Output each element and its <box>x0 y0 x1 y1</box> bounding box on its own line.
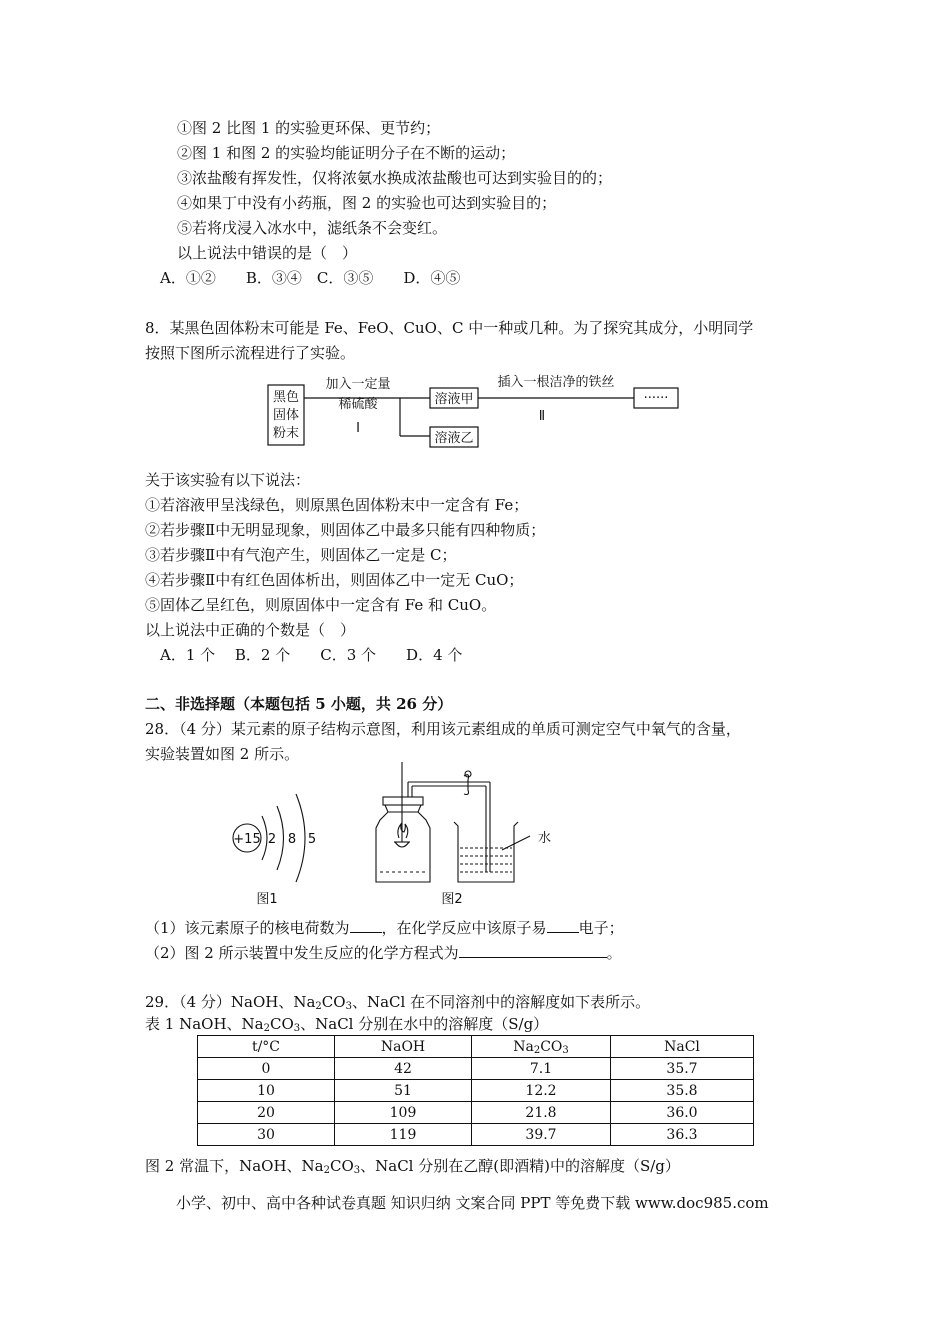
q28-equation-blank[interactable] <box>459 942 607 958</box>
fig2-caption-c: 、NaCl 分别在乙醇(即酒精)中的溶解度（S/g） <box>360 1157 680 1175</box>
q28-electron-blank[interactable] <box>547 917 579 933</box>
cell-t: 30 <box>198 1124 335 1146</box>
cell-nacl: 36.0 <box>611 1102 754 1124</box>
q28-part-2-text-b: 。 <box>606 944 622 962</box>
table1-caption-a: 表 1 NaOH、Na <box>145 1015 264 1033</box>
cell-nacl: 35.7 <box>611 1058 754 1080</box>
table-row <box>198 1058 754 1080</box>
fig2-caption-a: 图 2 常温下，NaOH、Na <box>145 1157 324 1175</box>
table1-caption-sub2: 3 <box>293 1023 301 1034</box>
header-nacl: NaCl <box>611 1036 754 1058</box>
q8-statement-5: ⑤固体乙呈红色，则原固体中一定含有 Fe 和 CuO。 <box>145 596 497 614</box>
flow-solution-b-label: 溶液乙 <box>434 431 474 446</box>
q7-statement-2: ②图 1 和图 2 的实验均能证明分子在不断的运动； <box>177 144 516 162</box>
table1-caption-c: 、NaCl 分别在水中的溶解度（S/g） <box>300 1015 549 1033</box>
cell-na2co3: 21.8 <box>472 1102 611 1124</box>
table-row <box>198 1102 754 1124</box>
h-na: Na <box>513 1038 534 1055</box>
q29-stem-sub: 2 <box>315 1001 322 1012</box>
q28-part-1-text-c: 电子； <box>578 919 624 937</box>
fig2-caption: 图2 <box>441 892 463 907</box>
cell-nacl: 35.8 <box>611 1080 754 1102</box>
q8-stem-line-2: 按照下图所示流程进行了实验。 <box>145 344 356 362</box>
q7-question: 以上说法中错误的是（ ） <box>177 244 358 262</box>
page-footer: 小学、初中、高中各种试卷真题 知识归纳 文案合同 PPT 等免费下载 www.doc985.com <box>176 1194 769 1212</box>
q29-fig2-caption <box>145 1156 680 1176</box>
q28-part-1-text-b: ，在化学反应中该原子易 <box>381 919 547 937</box>
flow-start-line-2: 固体 <box>272 408 300 423</box>
q7-statement-4: ④如果丁中没有小药瓶，图 2 的实验也可达到实验目的； <box>177 194 557 212</box>
cell-naoh: 42 <box>335 1058 472 1080</box>
cell-naoh: 109 <box>335 1102 472 1124</box>
q28-part-1-text-a: （1）该元素原子的核电荷数为 <box>145 919 350 937</box>
q29-stem-sub2: 3 <box>345 1001 352 1012</box>
q7-options: A．①② B．③④ C．③⑤ D．④⑤ <box>160 269 461 287</box>
q29-stem-c: 、NaCl 在不同溶剂中的溶解度如下表所示。 <box>351 993 651 1011</box>
cell-t: 10 <box>198 1080 335 1102</box>
q29-stem <box>145 992 650 1012</box>
flow-step2-label: 插入一根洁净的铁丝 <box>497 375 615 390</box>
q8-statement-4: ④若步骤Ⅱ中有红色固体析出，则固体乙中一定无 CuO； <box>145 571 524 589</box>
q8-statement-2: ②若步骤Ⅱ中无明显现象，则固体乙中最多只能有四种物质； <box>145 521 546 539</box>
fig2-caption-sub2: 3 <box>353 1165 361 1176</box>
q8-flow-diagram <box>260 372 690 452</box>
q29-table1-caption <box>145 1014 548 1034</box>
flow-start-line-3: 粉末 <box>272 426 300 441</box>
flow-step2-roman: Ⅱ <box>538 409 546 424</box>
table1-caption-b: CO <box>269 1015 294 1033</box>
q8-stem-line-1: 8．某黑色固体粉末可能是 Fe、FeO、CuO、C 中一种或几种。为了探究其成分，小明同学 <box>145 319 754 337</box>
q29-stem-b: CO <box>321 993 346 1011</box>
flow-step1-label-2: 稀硫酸 <box>338 397 378 412</box>
cell-t: 20 <box>198 1102 335 1124</box>
q28-stem-line-2: 实验装置如图 2 所示。 <box>145 745 300 763</box>
cell-naoh: 51 <box>335 1080 472 1102</box>
solubility-table <box>197 1035 754 1146</box>
q28-part-2-text-a: （2）图 2 所示装置中发生反应的化学方程式为 <box>145 944 459 962</box>
header-naoh: NaOH <box>335 1036 472 1058</box>
table1-caption-sub: 2 <box>263 1023 270 1034</box>
q7-statement-1: ①图 2 比图 1 的实验更环保、更节约； <box>177 119 441 137</box>
q28-figures <box>220 760 560 910</box>
q7-statement-3: ③浓盐酸有挥发性，仅将浓氨水换成浓盐酸也可达到实验目的的； <box>177 169 613 187</box>
cell-nacl: 36.3 <box>611 1124 754 1146</box>
q28-part-2 <box>145 942 622 963</box>
atom-shell-1-electrons: 2 <box>267 832 277 847</box>
cell-na2co3: 7.1 <box>472 1058 611 1080</box>
q28-part-1 <box>145 917 624 938</box>
cell-t: 0 <box>198 1058 335 1080</box>
flow-end-label: ······ <box>643 391 669 406</box>
flow-solution-a-label: 溶液甲 <box>434 392 474 407</box>
cell-na2co3: 39.7 <box>472 1124 611 1146</box>
water-label: 水 <box>538 831 552 846</box>
q8-options: A．1 个 B．2 个 C．3 个 D．4 个 <box>160 646 463 664</box>
flow-step1-label-1: 加入一定量 <box>325 377 391 392</box>
flow-step1-roman: Ⅰ <box>356 421 360 436</box>
h-na-sub: 2 <box>533 1044 541 1056</box>
cell-na2co3: 12.2 <box>472 1080 611 1102</box>
fig1-caption: 图1 <box>256 892 278 907</box>
q8-statement-3: ③若步骤Ⅱ中有气泡产生，则固体乙一定是 C； <box>145 546 457 564</box>
q28-stem-line-1: 28．（4 分）某元素的原子结构示意图，利用该元素组成的单质可测定空气中氧气的含量， <box>145 720 741 738</box>
atom-nucleus-charge: +15 <box>233 832 261 847</box>
q8-statement-1: ①若溶液甲呈浅绿色，则原黑色固体粉末中一定含有 Fe； <box>145 496 529 514</box>
q8-question: 以上说法中正确的个数是（ ） <box>145 621 356 639</box>
q29-stem-a: 29．（4 分）NaOH、Na <box>145 993 316 1011</box>
atom-shell-2-electrons: 8 <box>287 832 297 847</box>
table-header-row <box>198 1036 754 1058</box>
header-na2co3 <box>472 1036 611 1058</box>
table-row <box>198 1124 754 1146</box>
cell-naoh: 119 <box>335 1124 472 1146</box>
header-temperature: t/°C <box>198 1036 335 1058</box>
fig2-caption-sub: 2 <box>323 1165 330 1176</box>
q7-statement-5: ⑤若将戊浸入冰水中，滤纸条不会变红。 <box>177 219 448 237</box>
table-row <box>198 1080 754 1102</box>
q8-intro: 关于该实验有以下说法： <box>145 471 311 489</box>
h-co: CO <box>540 1038 563 1055</box>
atom-shell-3-electrons: 5 <box>307 832 317 847</box>
q28-charge-blank[interactable] <box>350 917 382 933</box>
oxygen-apparatus-diagram <box>376 762 530 882</box>
flow-start-line-1: 黑色 <box>272 390 300 405</box>
fig2-caption-b: CO <box>329 1157 354 1175</box>
h-co-sub: 3 <box>562 1044 569 1056</box>
section-2-heading: 二、非选择题（本题包括 5 小题，共 26 分） <box>145 695 453 713</box>
